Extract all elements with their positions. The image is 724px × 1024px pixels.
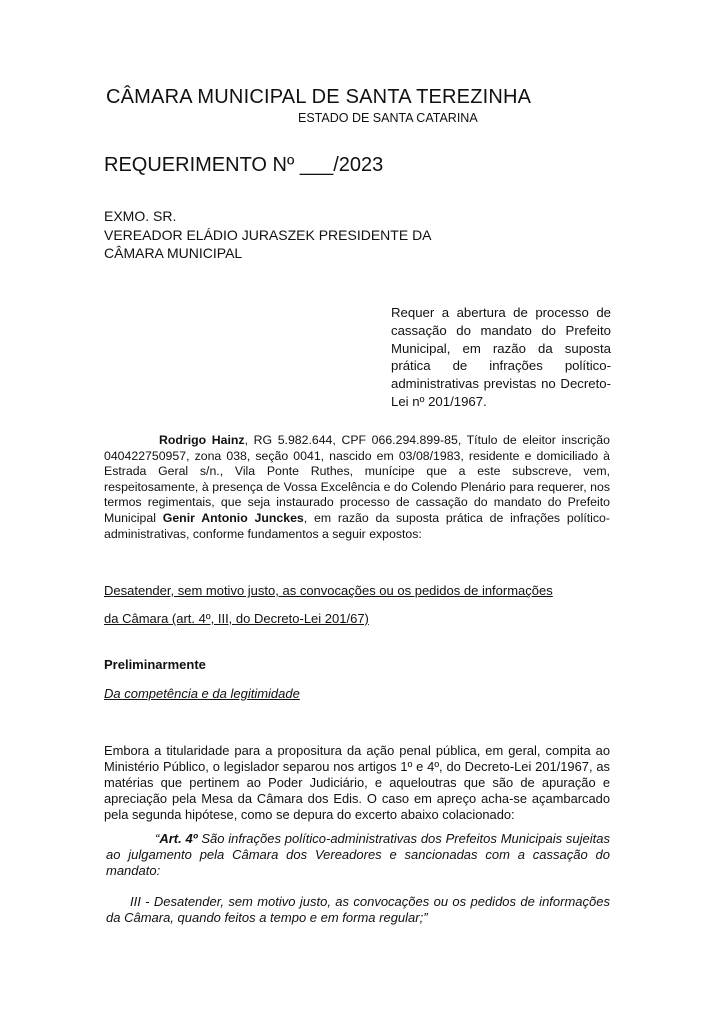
addressee-line: VEREADOR ELÁDIO JURASZEK PRESIDENTE DA	[104, 226, 432, 243]
addressee-line: EXMO. SR.	[104, 208, 177, 224]
quote-open-mark: “	[155, 831, 160, 846]
intro-text: , RG 5.982.644, CPF 066.294.899-85, Título de eleitor inscrição 040422750957, zona 038, seção 0041, nascido em 03/08/1983, residente e domiciliado à Estrada Geral s/n., Vila Ponte Ruthes, munícipe que a este subscreve, vem, respeitosamente, à presença de Vossa Excelência e do Colendo Plenário para requerer, nos termos regimentais, que seja instaurado processo de cassação do mandato do Prefeito Municipal	[104, 433, 610, 525]
intro-text-end: , em razão da suposta prática de infrações político-administrativas, conforme fundamentos a seguir expostos:	[104, 510, 610, 541]
law-quote-item: III - Desatender, sem motivo justo, as convocações ou os pedidos de informações da Câmara, quando feitos a tempo e em forma regular;”	[106, 894, 610, 925]
mayor-name: Genir Antonio Junckes	[162, 510, 304, 525]
requerimento-title: REQUERIMENTO Nº ___/2023	[104, 154, 384, 176]
intro-paragraph	[104, 433, 610, 542]
addressee-line: CÂMARA MUNICIPAL	[104, 245, 243, 261]
request-summary: Requer a abertura de processo de cassação do mandato do Prefeito Municipal, em razão da suposta prática de infrações político-administrativas previstas no Decreto-Lei nº 201/1967.	[391, 305, 611, 409]
quote-text: São infrações político-administrativas dos Prefeitos Municipais sujeitas ao julgamento pela Câmara dos Vereadores e sancionadas com a cassação do mandato:	[106, 831, 610, 878]
topic-heading-line1: Desatender, sem motivo justo, as convocações ou os pedidos de informações	[104, 583, 553, 598]
institution-title: CÂMARA MUNICIPAL DE SANTA TEREZINHA	[106, 86, 532, 108]
law-quote	[106, 831, 610, 879]
section-heading: Preliminarmente	[104, 657, 206, 672]
state-subtitle: ESTADO DE SANTA CATARINA	[298, 111, 478, 125]
petitioner-name: Rodrigo Hainz	[159, 433, 245, 447]
topic-heading-line2: da Câmara (art. 4º, III, do Decreto-Lei 201/67)	[104, 611, 369, 626]
addressee-block	[104, 207, 432, 263]
section-subheading: Da competência e da legitimidade	[104, 686, 300, 701]
body-paragraph: Embora a titularidade para a propositura da ação penal pública, em geral, compita ao Ministério Público, o legislador separou nos artigos 1º e 4º, do Decreto-Lei 201/1967, as matérias que pertinem ao Poder Judiciário, e aqueloutras que são de apuração e apreciação pela Mesa da Câmara dos Edis. O caso em apreço acha-se açambarcado pela segunda hipótese, como se depura do excerto abaixo colacionado:	[104, 743, 610, 822]
quote-article: Art. 4º	[159, 831, 198, 846]
